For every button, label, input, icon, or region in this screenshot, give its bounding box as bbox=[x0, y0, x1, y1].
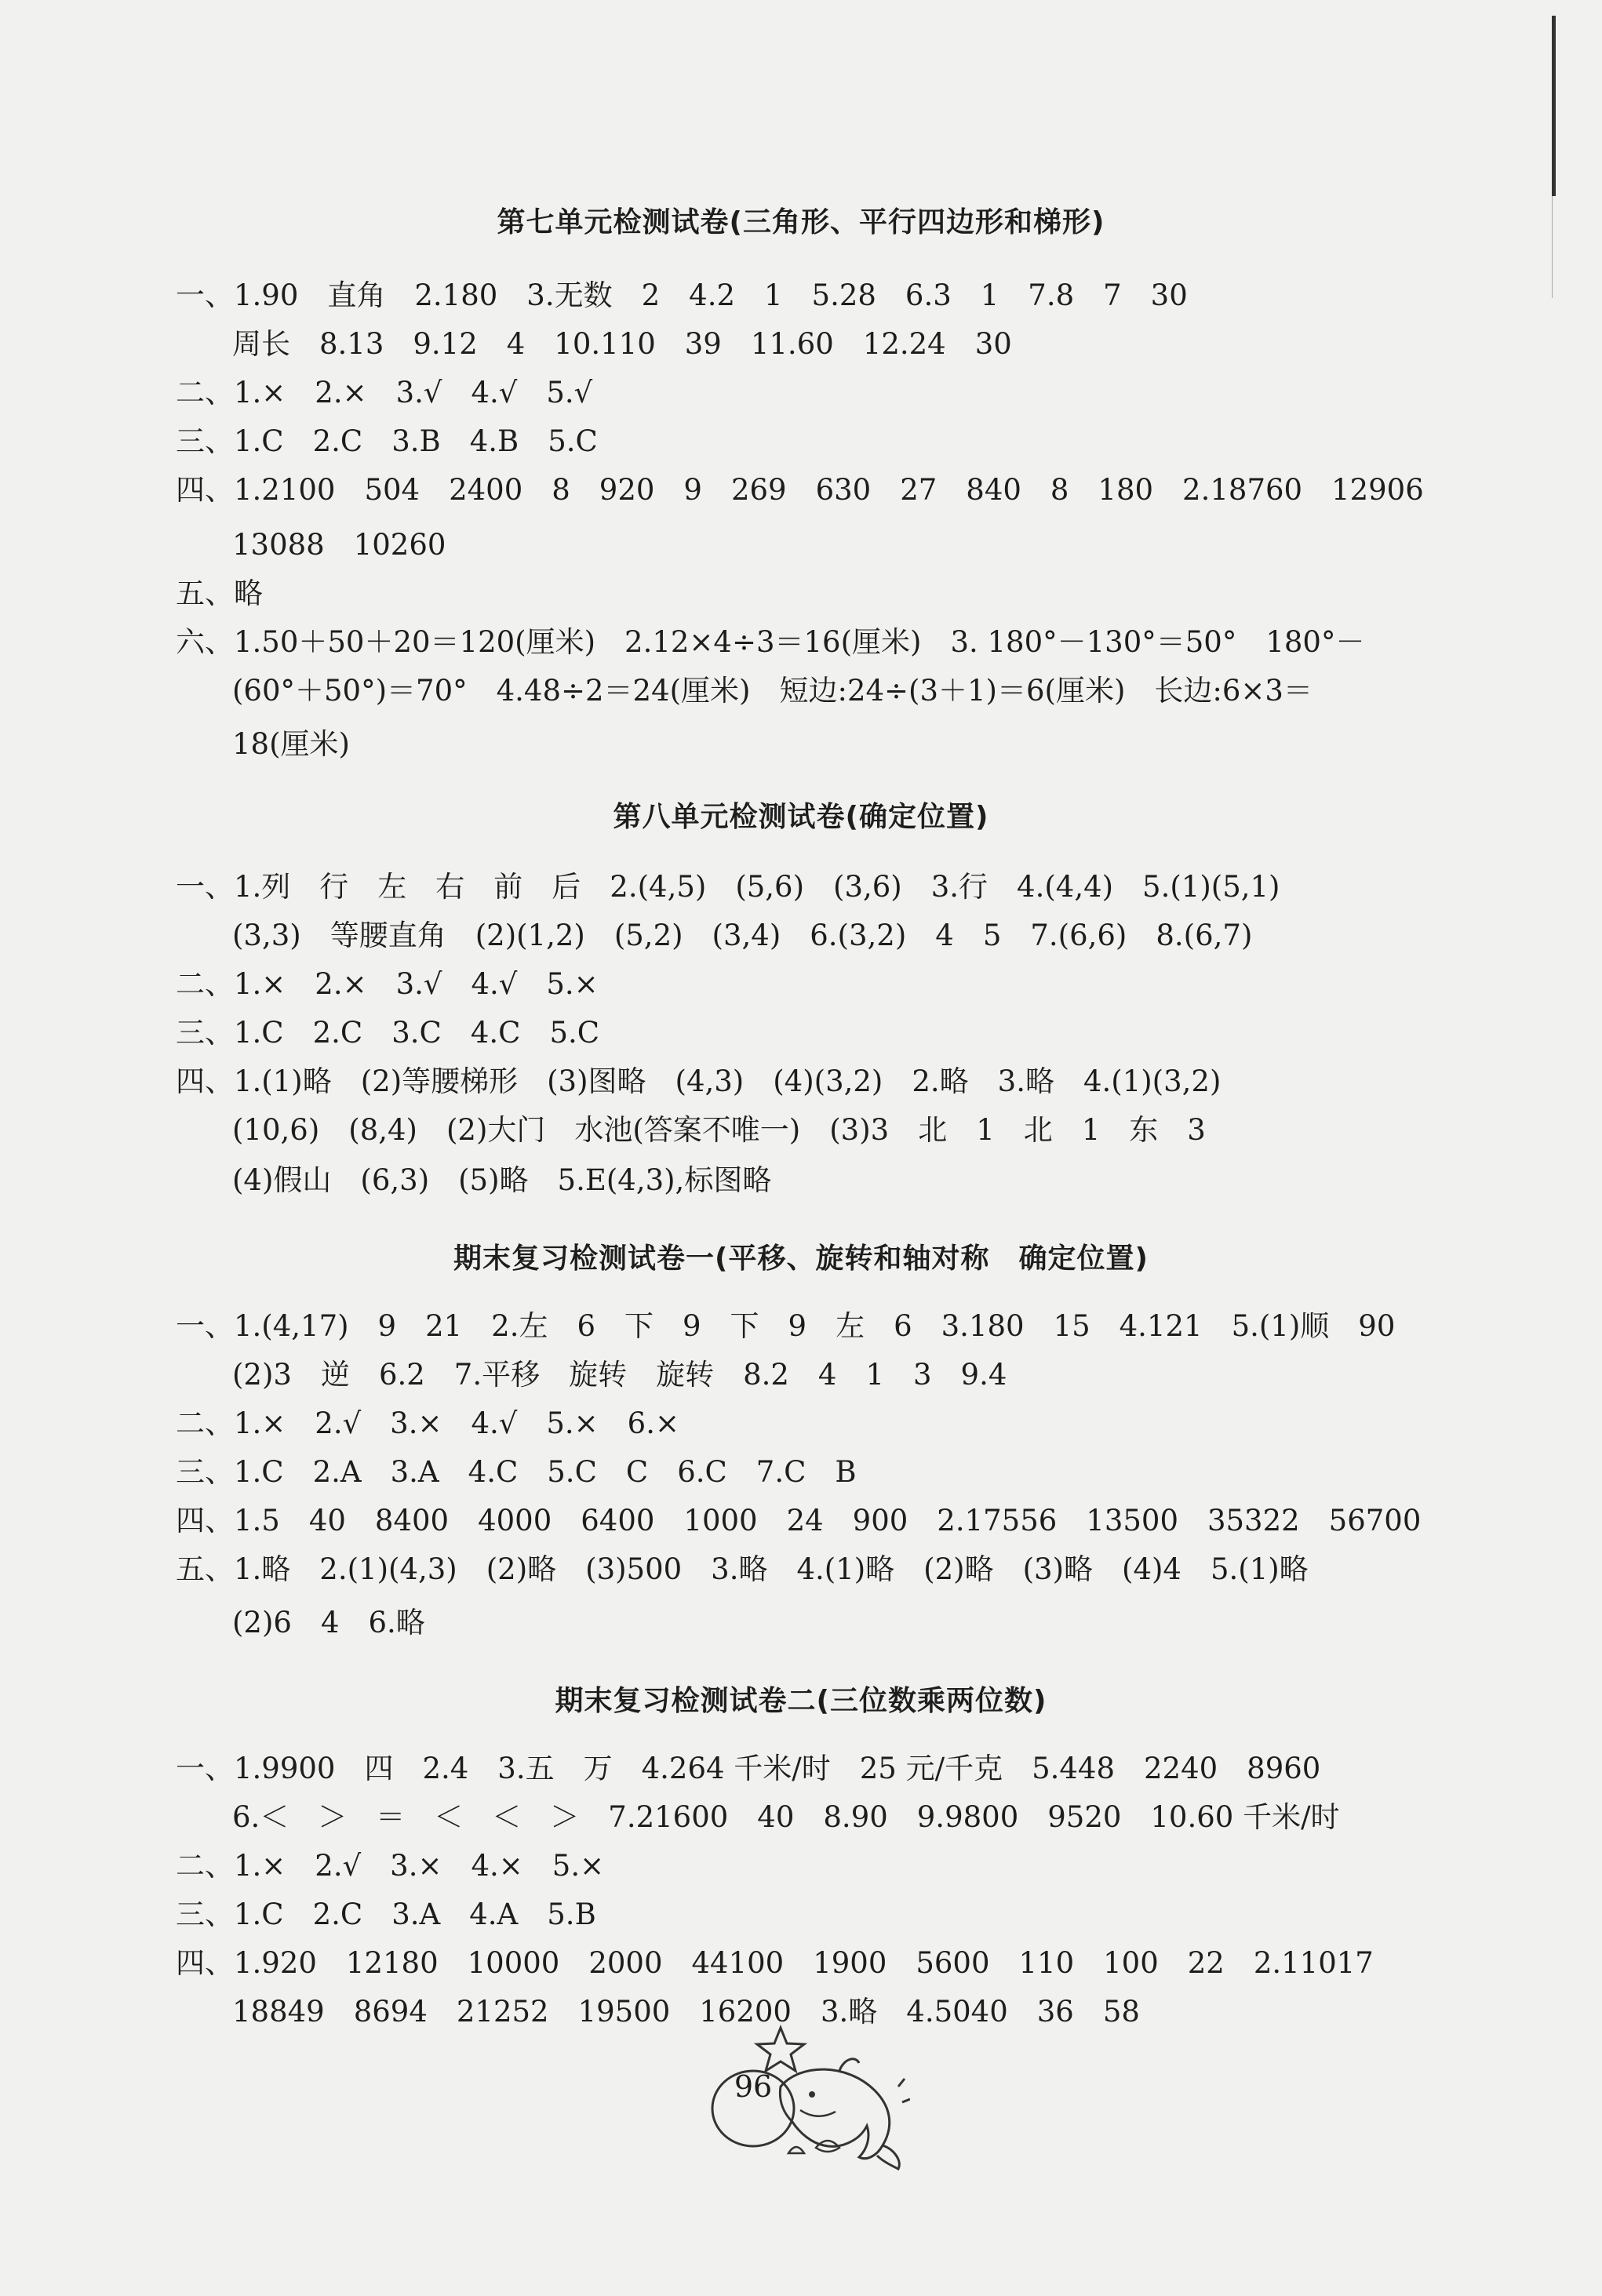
answer-line: 五、1.略 2.(1)(4,3) (2)略 (3)500 3.略 4.(1)略 (2)略 (3)略 (4)4 5.(1)略 bbox=[176, 1552, 1309, 1586]
section-title-final-review-1: 期末复习检测试卷一(平移、旋转和轴对称 确定位置) bbox=[453, 1243, 1149, 1275]
answer-line: 二、1.× 2.× 3.√ 4.√ 5.× bbox=[176, 967, 599, 1001]
section-title-final-review-2: 期末复习检测试卷二(三位数乘两位数) bbox=[555, 1685, 1047, 1717]
answer-line: 6.＜ ＞ ＝ ＜ ＜ ＞ 7.21600 40 8.90 9.9800 9520 10.60 千米/时 bbox=[232, 1800, 1340, 1834]
answer-line: (2)3 逆 6.2 7.平移 旋转 旋转 8.2 4 1 3 9.4 bbox=[232, 1358, 1007, 1392]
answer-line: 二、1.× 2.√ 3.× 4.× 5.× bbox=[176, 1849, 605, 1883]
page-number: 96 bbox=[734, 2069, 773, 2104]
answer-line: 三、1.C 2.C 3.B 4.B 5.C bbox=[176, 424, 598, 458]
answer-line: (10,6) (8,4) (2)大门 水池(答案不唯一) (3)3 北 1 北 1 东 3 bbox=[232, 1113, 1206, 1147]
answer-line: 四、1.920 12180 10000 2000 44100 1900 5600 110 100 22 2.11017 bbox=[176, 1946, 1374, 1980]
answer-line: 18849 8694 21252 19500 16200 3.略 4.5040 36 58 bbox=[232, 1995, 1140, 2029]
answer-line: 周长 8.13 9.12 4 10.110 39 11.60 12.24 30 bbox=[232, 327, 1012, 361]
answer-line: 一、1.90 直角 2.180 3.无数 2 4.2 1 5.28 6.3 1 7.8 7 30 bbox=[176, 278, 1188, 312]
answer-line: 一、1.9900 四 2.4 3.五 万 4.264 千米/时 25 元/千克 5.448 2240 8960 bbox=[176, 1752, 1321, 1785]
section-title-unit8: 第八单元检测试卷(确定位置) bbox=[613, 801, 989, 833]
answer-line: 三、1.C 2.C 3.C 4.C 5.C bbox=[176, 1016, 600, 1050]
answer-line: 18(厘米) bbox=[232, 727, 350, 761]
answer-line: 四、1.(1)略 (2)等腰梯形 (3)图略 (4,3) (4)(3,2) 2.略 3.略 4.(1)(3,2) bbox=[176, 1064, 1222, 1098]
answer-line: (3,3) 等腰直角 (2)(1,2) (5,2) (3,4) 6.(3,2) 4 5 7.(6,6) 8.(6,7) bbox=[232, 919, 1253, 952]
answer-line: 六、1.50＋50＋20＝120(厘米) 2.12×4÷3＝16(厘米) 3. 180°－130°＝50° 180°－ bbox=[176, 625, 1365, 659]
answer-line: 五、略 bbox=[176, 577, 263, 610]
answer-line: (4)假山 (6,3) (5)略 5.E(4,3),标图略 bbox=[232, 1163, 772, 1197]
answer-line: 一、1.(4,17) 9 21 2.左 6 下 9 下 9 左 6 3.180 15 4.121 5.(1)顺 90 bbox=[176, 1309, 1396, 1343]
answer-line: (60°＋50°)＝70° 4.48÷2＝24(厘米) 短边:24÷(3＋1)＝6(厘米) 长边:6×3＝ bbox=[232, 674, 1313, 708]
answer-line: 二、1.× 2.× 3.√ 4.√ 5.√ bbox=[176, 376, 593, 409]
answer-line: 四、1.5 40 8400 4000 6400 1000 24 900 2.17556 13500 35322 56700 bbox=[176, 1504, 1422, 1537]
answer-line: 二、1.× 2.√ 3.× 4.√ 5.× 6.× bbox=[176, 1406, 679, 1440]
section-title-unit7: 第七单元检测试卷(三角形、平行四边形和梯形) bbox=[497, 206, 1105, 238]
answer-line: 四、1.2100 504 2400 8 920 9 269 630 27 840 8 180 2.18760 12906 bbox=[176, 473, 1424, 507]
answer-line: (2)6 4 6.略 bbox=[232, 1606, 425, 1639]
answer-line: 13088 10260 bbox=[232, 528, 446, 562]
answer-line: 三、1.C 2.C 3.A 4.A 5.B bbox=[176, 1898, 596, 1931]
page-edge-mark bbox=[1552, 16, 1556, 196]
answer-line: 三、1.C 2.A 3.A 4.C 5.C C 6.C 7.C B bbox=[176, 1455, 857, 1489]
answer-line: 一、1.列 行 左 右 前 后 2.(4,5) (5,6) (3,6) 3.行 4.(4,4) 5.(1)(5,1) bbox=[176, 870, 1280, 904]
